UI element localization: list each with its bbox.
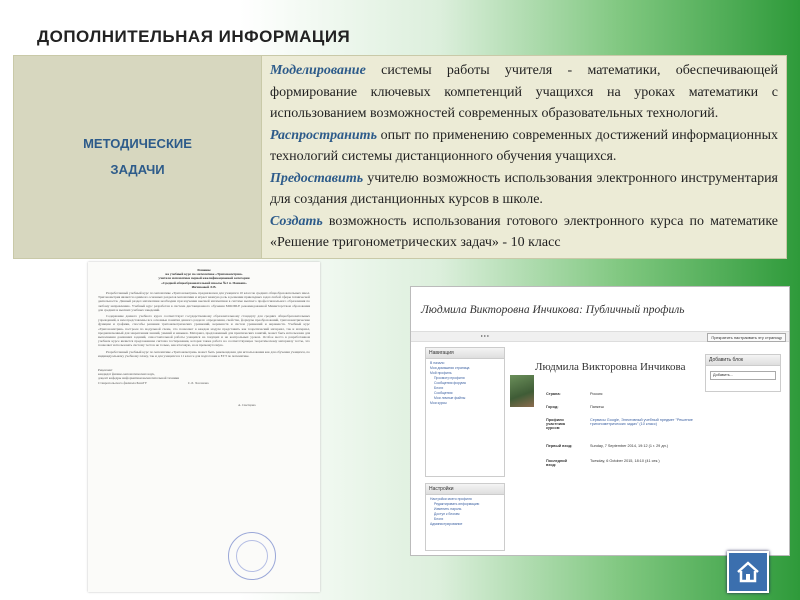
add-block-title: Добавить блок xyxy=(706,355,780,366)
navigation-list xyxy=(426,359,504,408)
tasks-label-cell xyxy=(14,56,262,259)
nav-item[interactable]: Сообщения xyxy=(434,391,453,395)
tasks-table xyxy=(13,55,787,259)
task-item: Моделирование системы работы учителя - математики, обеспечивающей формирование ключевых компетенций учащихся на уроках математики с использованием возможностей современных образовательных технологий. xyxy=(270,63,778,121)
nav-item[interactable]: Просмотр профиля xyxy=(434,376,465,380)
slide-title: ДОПОЛНИТЕЛЬНАЯ ИНФОРМАЦИЯ xyxy=(37,27,351,46)
nav-item[interactable]: Сообщения форума xyxy=(434,381,466,385)
navigation-block-title: Навигация xyxy=(426,348,504,359)
settings-item[interactable]: Настройки моего профиля xyxy=(430,497,472,501)
tasks-label-line1: МЕТОДИЧЕСКИЕ xyxy=(83,135,192,151)
settings-item[interactable]: Доступ к блогам xyxy=(434,512,460,516)
profile-screenshot: Людмила Викторовна Инчикова: Публичный профиль ▸ ▸ ▸ Прекратить настраивать эту страницу Навигация В начало Моя домашняя страница Мой профиль Просмотр профиля Сообщения форума Блоги Сообщения Мои личные файлы Мои курсы Настройки Настройки моего профиля Редактировать информацию Изменить пароль Доступ к блогам Блоги Администрирование Добавить блок Добавить... Людмила Викторовна Инчикова Страна: Россия Город: Панкеш Профили участника курсов: Сервисы Google, Элективный учебный предмет "Решение тригонометрических задач" (10 класс) Первый вход: Sunday, 7 September 2014, 19:12 (1 г. 29 дн.) Последний вход: Tuesday, 6 October 2015, 18:10 (41 сек.) xyxy=(410,286,790,556)
tasks-label-line2: ЗАДАЧИ xyxy=(110,161,165,177)
nav-item[interactable]: Мои курсы xyxy=(430,401,447,405)
stamp-icon xyxy=(228,532,276,580)
nav-item[interactable]: Моя домашняя страница xyxy=(430,366,470,370)
settings-block xyxy=(425,483,505,551)
stop-customizing-button[interactable]: Прекратить настраивать эту страницу xyxy=(707,333,786,342)
document-signature: Рецензент кандидат физико-математических наук, доцент кафедры информатики вычислительной техники Ставропольского филиала БашГУ С.Л. Хасанова А. Светцова xyxy=(98,368,256,407)
screenshot-title: Людмила Викторовна Инчикова: Публичный профиль xyxy=(421,304,685,316)
nav-item[interactable]: Мой профиль xyxy=(430,371,452,375)
settings-block-title: Настройки xyxy=(426,484,504,495)
screenshot-header xyxy=(411,287,789,332)
task-item: Предоставить учителю возможность использования электронного инструментария для создания дистанционных курсов в школе. xyxy=(270,170,778,207)
nav-item[interactable]: В начало xyxy=(430,361,445,365)
task-item: Распространить опыт по применению современных достижений информационных технологий системы дистанционного обучения учащихся. xyxy=(270,127,778,164)
settings-item[interactable]: Редактировать информацию xyxy=(434,502,480,506)
home-icon[interactable] xyxy=(727,551,769,593)
avatar xyxy=(510,375,534,407)
navigation-block xyxy=(425,347,505,477)
breadcrumb: ▸ ▸ ▸ xyxy=(481,333,490,338)
nav-item[interactable]: Мои личные файлы xyxy=(434,396,466,400)
settings-list xyxy=(426,495,504,529)
settings-item[interactable]: Блоги xyxy=(434,517,444,521)
settings-item[interactable]: Изменить пароль xyxy=(434,507,462,511)
document-body: Разработанный учебный курс по математике «Тригонометрия» предназначен для учащихся 10 классов средних общеобразовательных школ. Тригонометрия является одним из основных разделов математики и играет важную роль в решении прикладных задач любой сферы технической деятельности. Данный раздел математики необходим при изучении высшей математики в системе высшего профессионального образования по любому направлению. Учебный курс разработан в системе дистанционного обучения MOODLE рекомендованной Министерством образования для средних и высших учебных заведений. Содержание данного учебного курса соответствует государственному образовательному стандарту для средних общеобразовательных учреждений, в нем представлены все основные понятия данного раздела: определения, свойства, формулы преобразований, тригонометрические функции и графики, способы решения тригонометрических уравнений, неравенств и систем уравнений и неравенств. Учебный курс «Тригонометрия» построен по модульной схеме, что позволяет в каждом модуле представить как теоретический материал, так и материал, предназначенный для закрепления знаний, умений и навыков. Материал, предложенный для практических занятий, может быть использован для выполнения домашних заданий, самостоятельной работы учащихся на текущих и на контрольных уроках. Особое место в разработанном учебном курсе является предложенная система тестирования, которая также работа на соответствующее теоретическому материалу тесты, что позволяет использовать систему тестов не только, как итоговую, но и промежуточную. Разработанный учебный курс по математике «Тригонометрия» может быть рекомендован для использования как для обучения учащихся, по индивидуальному учебному плану, так и для учащихся в 11 классе для подготовки к ЕГЭ по математике. xyxy=(98,291,310,358)
tasks-content-cell xyxy=(262,56,787,259)
profile-name: Людмила Викторовна Инчикова xyxy=(535,361,686,373)
add-block-select[interactable]: Добавить... xyxy=(710,371,776,380)
settings-item[interactable]: Администрирование xyxy=(430,522,463,526)
nav-item[interactable]: Блоги xyxy=(434,386,444,390)
document-heading: Решение на учебный курс по математике «Тригонометрия» учителя математики первой квалификационной категории «Средней общеобразовательной школы №2 п. Панкеш» Инчиковой Л.В. xyxy=(158,268,250,289)
add-block xyxy=(705,354,781,392)
review-document xyxy=(88,262,320,592)
task-item: Создать возможность использования готового электронного курса по математике «Решение тригонометрических задач» - 10 класс xyxy=(270,213,778,250)
screenshot-navbar xyxy=(411,332,789,342)
